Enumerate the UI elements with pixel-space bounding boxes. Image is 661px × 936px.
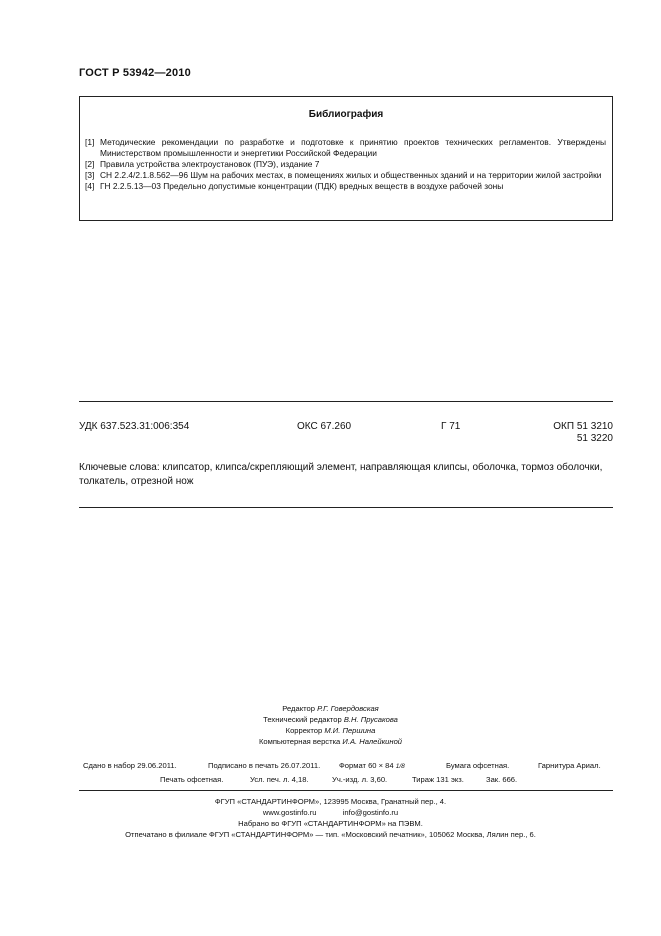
publisher-email: info@gostinfo.ru: [342, 808, 399, 817]
okp-code-1: ОКП 51 3210: [553, 421, 613, 432]
bibliography-entry: [85, 159, 606, 170]
format-fraction: 1/8: [395, 763, 405, 770]
tech-editor-label: Технический редактор: [263, 715, 342, 724]
udk-code: УДК 637.523.31:006:354: [79, 421, 190, 432]
corrector-label: Корректор: [285, 726, 323, 735]
print-edition-sheets: Уч.-изд. л. 3,60.: [332, 775, 388, 784]
layout-label: Компьютерная верстка: [258, 737, 341, 746]
publisher-contacts: [0, 808, 661, 817]
entry-number: [3]: [85, 169, 95, 180]
entry-text: ГН 2.2.5.13—03 Предельно допустимые концентрации (ПДК) вредных веществ в воздухе рабочей зоны: [100, 180, 504, 191]
tech-editor-name: В.Н. Прусакова: [343, 715, 398, 724]
okp-code: [553, 421, 613, 444]
entry-number: [1]: [85, 137, 95, 147]
print-font: Гарнитура Ариал.: [538, 761, 601, 770]
publisher-site: www.gostinfo.ru: [262, 808, 317, 817]
credits-layout: [0, 737, 661, 746]
credits-tech-editor: [0, 715, 661, 724]
credits-corrector: [0, 726, 661, 735]
entry-text: Методические рекомендации по разработке и подготовке к принятию проектов технических регламентов. Утверждены Министерством промышленности и энергетики Российской Федерации: [100, 137, 606, 158]
editor-label: Редактор: [282, 704, 315, 713]
entry-number: [2]: [85, 158, 95, 169]
corrector-name: М.И. Першина: [324, 726, 376, 735]
divider-bottom: [79, 507, 613, 508]
print-type: Печать офсетная.: [160, 775, 224, 784]
print-sent: Сдано в набор 29.06.2011.: [83, 761, 177, 770]
document-id: ГОСТ Р 53942—2010: [79, 67, 191, 79]
publisher-typeset: Набрано во ФГУП «СТАНДАРТИНФОРМ» на ПЭВМ.: [238, 819, 423, 828]
okp-code-2: 51 3220: [576, 433, 613, 444]
bibliography-entry: [85, 137, 606, 158]
bibliography-title: Библиография: [308, 109, 384, 120]
divider-print: [79, 790, 613, 791]
print-format: [339, 761, 405, 770]
bibliography-entry: [85, 181, 606, 192]
oks-code: ОКС 67.260: [297, 421, 352, 432]
publisher-address: ФГУП «СТАНДАРТИНФОРМ», 123995 Москва, Гранатный пер., 4.: [214, 797, 447, 806]
divider-top: [79, 401, 613, 402]
entry-text: Правила устройства электроустановок (ПУЭ), издание 7: [100, 158, 320, 169]
credits-editor: [0, 704, 661, 713]
entry-number: [4]: [85, 180, 95, 191]
print-paper: Бумага офсетная.: [446, 761, 510, 770]
print-sheets: Усл. печ. л. 4,18.: [250, 775, 309, 784]
bibliography-entry: [85, 170, 606, 181]
entry-text: СН 2.2.4/2.1.8.562—96 Шум на рабочих местах, в помещениях жилых и общественных зданий и на территории жилой застройки: [100, 169, 602, 180]
publisher-printed: Отпечатано в филиале ФГУП «СТАНДАРТИНФОРМ» — тип. «Московский печатник», 105062 Москва, Лялин пер., 6.: [125, 830, 536, 839]
bibliography-list: [85, 137, 606, 192]
keywords: Ключевые слова: клипсатор, клипса/скрепляющий элемент, направляющая клипсы, оболочка, тормоз оболочки, толкатель, отрезной нож: [79, 462, 603, 487]
editor-name: Р.Г. Говердовская: [317, 704, 379, 713]
layout-name: И.А. Налейкиной: [342, 737, 403, 746]
g-code: Г 71: [441, 421, 461, 432]
print-order: Зак. 666.: [486, 775, 518, 784]
format-prefix: Формат 60 × 84: [339, 761, 394, 770]
bibliography-box: [79, 96, 613, 221]
print-signed: Подписано в печать 26.07.2011.: [208, 761, 321, 770]
print-run: Тираж 131 экз.: [412, 775, 464, 784]
